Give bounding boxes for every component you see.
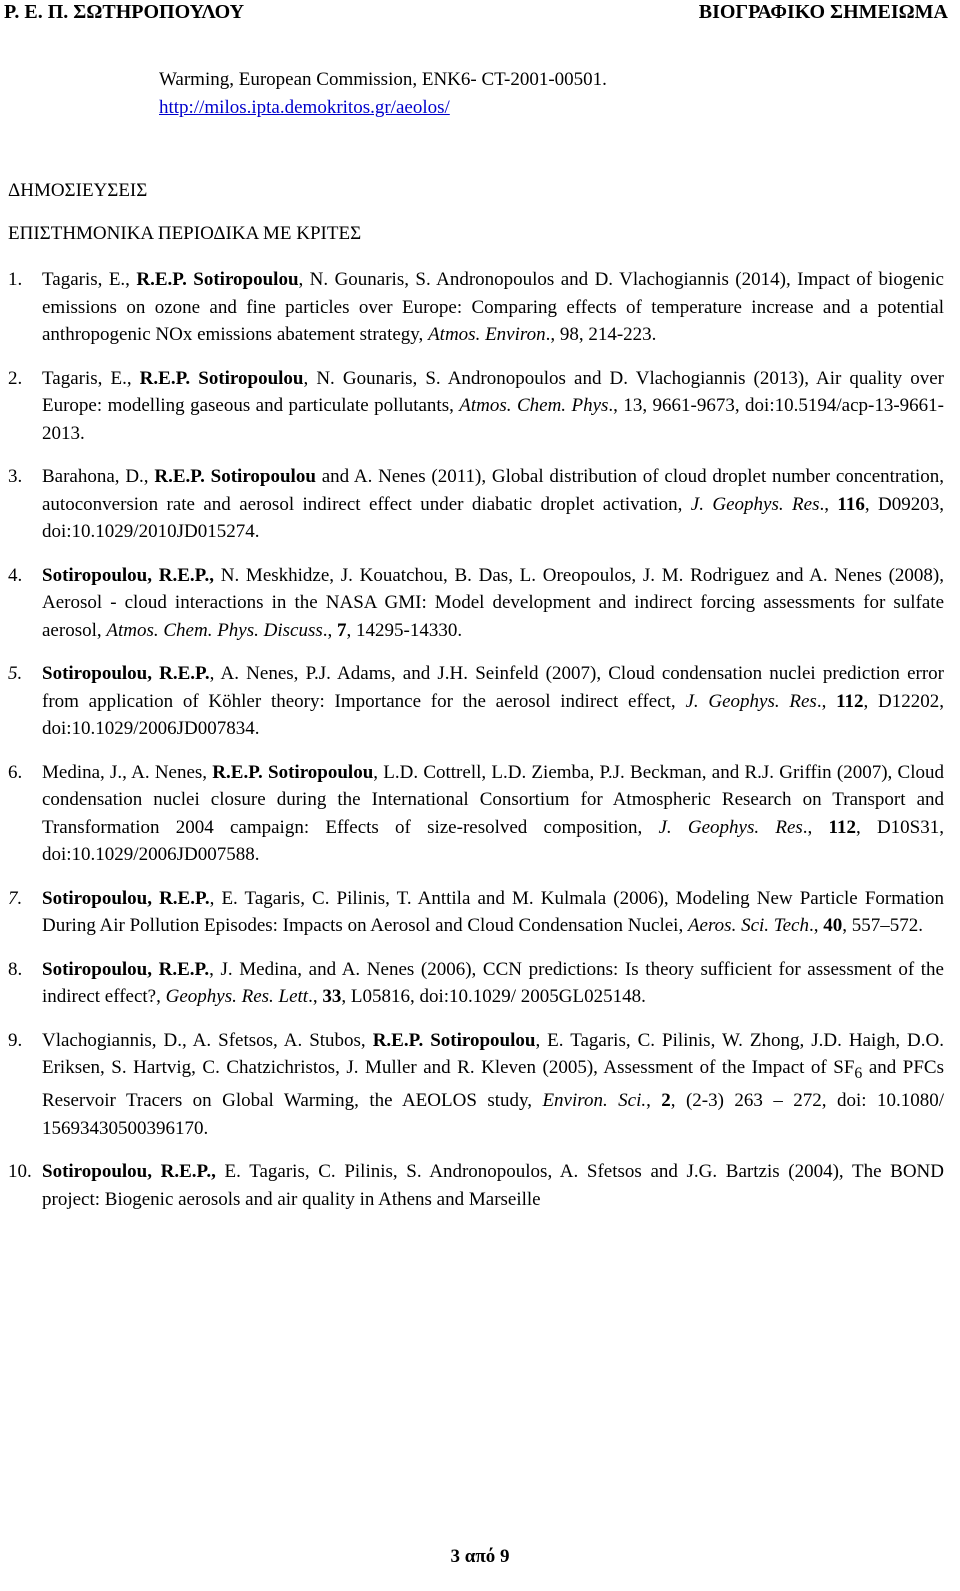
reference-item: 4. Sotiropoulou, R.E.P., N. Meskhidze, J. Kouatchou, B. Das, L. Oreopoulos, J. M. Rodriguez and A. Nenes (2008), Aerosol - cloud interactions in the NASA GMI: Model development and indirect forcing assessments for sulfate aerosol, Atmos. Chem. Phys. Discuss., 7, 14295-14330. — [0, 562, 944, 645]
reference-number: 1. — [8, 269, 23, 290]
reference-item: 2. Tagaris, E., R.E.P. Sotiropoulou, N. Gounaris, S. Andronopoulos and D. Vlachogiannis (2013), Air quality over Europe: modelling gaseous and particulate pollutants, Atmos. Chem. Phys., 13, 9661-9673, doi:10.5194/acp-13-9661-2013. — [0, 365, 944, 448]
reference-list — [0, 266, 960, 1213]
previous-entry-continuation — [159, 66, 960, 122]
reference-number: 3. — [8, 466, 23, 487]
continuation-text: Warming, European Commission, ENK6- CT-2001-00501. — [159, 69, 607, 90]
reference-item: 5. Sotiropoulou, R.E.P., A. Nenes, P.J. Adams, and J.H. Seinfeld (2007), Cloud condensation nuclei prediction error from application of Köhler theory: Importance for the aerosol indirect effect, J. Geophys. Res., 112, D12202, doi:10.1029/2006JD007834. — [0, 660, 944, 743]
reference-number: 9. — [8, 1029, 23, 1051]
reference-item: 6. Medina, J., A. Nenes, R.E.P. Sotiropoulou, L.D. Cottrell, L.D. Ziemba, P.J. Beckman, and R.J. Griffin (2007), Cloud condensation nuclei closure during the International Consortium for Atmospheric Research on Transport and Transformation 2004 campaign: Effects of size-resolved composition, J. Geophys. Res., 112, D10S31, doi:10.1029/2006JD007588. — [0, 759, 944, 869]
reference-item: 9. Vlachogiannis, D., A. Sfetsos, A. Stubos, R.E.P. Sotiropoulou, E. Tagaris, C. Pilinis, W. Zhong, J.D. Haigh, D.O. Eriksen, S. Hartvig, C. Chatzichristos, J. Muller and R. Kleven (2005), Assessment of the Impact of $SF_6$ and PFCs Reservoir Tracers on Global Warming, the AEOLOS study, Environ. Sci., 2, (2-3) 263 – 272, doi: 10.1080/ 15693430500396170. — [0, 1027, 944, 1143]
reference-item: 8. Sotiropoulou, R.E.P., J. Medina, and A. Nenes (2006), CCN predictions: Is theory sufficient for assessment of the indirect effect?, Geophys. Res. Lett., 33, L05816, doi:10.1029/ 2005GL025148. — [0, 956, 944, 1011]
reference-number: 5. — [8, 663, 23, 684]
reference-item: 10. Sotiropoulou, R.E.P., E. Tagaris, C. Pilinis, S. Andronopoulos, A. Sfetsos and J.G. Bartzis (2004), The BOND project: Biogenic aerosols and air quality in Athens and Marseille — [0, 1158, 944, 1213]
reference-item: 1. Tagaris, E., R.E.P. Sotiropoulou, N. Gounaris, S. Andronopoulos and D. Vlachogiannis (2014), Impact of biogenic emissions on ozone and fine particles over Europe: Comparing effects of temperature increase and a potential anthropogenic NOx emissions abatement strategy, Atmos. Environ., 98, 214-223. — [0, 266, 944, 349]
aeolos-link[interactable]: http://milos.ipta.demokritos.gr/aeolos/ — [159, 97, 450, 118]
reference-number: 6. — [8, 761, 23, 783]
page-header — [0, 0, 948, 24]
reference-number: 7. — [8, 887, 23, 909]
reference-number: 8. — [8, 958, 23, 980]
document-body — [0, 66, 960, 1229]
section-title: ΔΗΜΟΣΙΕΥΣΕΙΣ — [8, 180, 148, 201]
subsection-title: ΕΠΙΣΤΗΜΟΝΙΚΑ ΠΕΡΙΟΔΙΚΑ ΜΕ ΚΡΙΤΕΣ — [8, 223, 362, 244]
page-number: 3 από 9 — [450, 1546, 510, 1567]
reference-number: 2. — [8, 367, 23, 389]
reference-item: 3. Barahona, D., R.E.P. Sotiropoulou and A. Nenes (2011), Global distribution of cloud droplet number concentration, autoconversion rate and aerosol indirect effect under diabatic droplet activation, J. Geophys. Res., 116, D09203, doi:10.1029/2010JD015274. — [0, 463, 944, 546]
header-author: Ρ. Ε. Π. ΣΩΤΗΡΟΠΟΥΛΟΥ — [4, 1, 245, 23]
reference-number: 10. — [8, 1161, 32, 1183]
reference-number: 4. — [8, 564, 23, 586]
header-doc-title: ΒΙΟΓΡΑΦΙΚΟ ΣΗΜΕΙΩΜΑ — [698, 1, 948, 23]
reference-item: 7. Sotiropoulou, R.E.P., E. Tagaris, C. Pilinis, T. Anttila and M. Kulmala (2006), Modeling New Particle Formation During Air Pollution Episodes: Impacts on Aerosol and Cloud Condensation Nuclei, Aeros. Sci. Tech., 40, 557–572. — [0, 885, 944, 940]
